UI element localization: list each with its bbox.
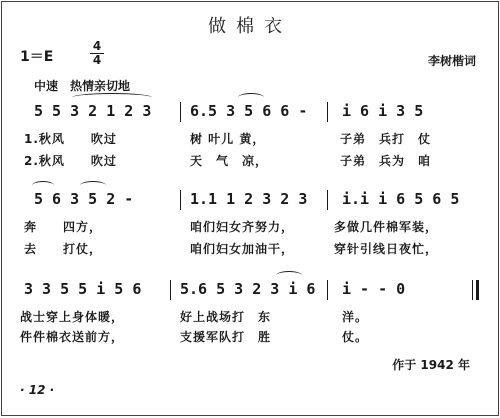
bar-line	[327, 190, 328, 210]
lyric-line2-verse1-a: 奔 四方，	[24, 220, 103, 234]
lyric-line2-verse2-a: 去 打仗，	[24, 242, 103, 256]
score-page	[1, 1, 499, 416]
lyric-line3-verse1-c: 洋。	[342, 310, 369, 324]
meter-bottom: 4	[90, 53, 104, 67]
notes-line2-bar2: 1.1 1 2 3 2 3	[190, 190, 308, 208]
notes-line3-bar3: i - - 0	[342, 280, 406, 298]
lyric-line3-verse2-c: 仗。	[342, 330, 369, 344]
lyric-line2-verse1-b: 咱们妇女齐努力，	[190, 220, 295, 234]
song-title: 做棉衣	[208, 16, 292, 37]
bar-line	[170, 280, 171, 300]
notes-line2-bar3: i.i i 6 5 6 5	[342, 190, 460, 208]
lyric-line1-verse1-a: 1.秋风 吹过	[24, 132, 117, 146]
bar-line	[180, 190, 181, 210]
lyric-line1-verse2-a: 2.秋风 吹过	[24, 154, 117, 168]
slur	[72, 93, 152, 102]
time-signature	[90, 40, 104, 67]
notes-line1-bar1: 5 5 3 2 1 2 3	[34, 102, 152, 120]
notes-line2-bar1: 5 6 3 5 2 -	[34, 190, 134, 208]
meter-top: 4	[92, 39, 102, 53]
lyric-line3-verse2-a: 件件棉衣送前方，	[20, 330, 125, 344]
bar-line	[472, 280, 473, 300]
notes-line1-bar3: i 6 i 3 5	[342, 102, 424, 120]
lyric-line1-verse1-c: 子弟 兵打 仗	[340, 132, 432, 146]
bar-line	[327, 280, 328, 300]
slur	[238, 93, 264, 102]
composition-date: 作于 1942 年	[392, 358, 470, 372]
lyric-line1-verse1-b: 树 叶儿 黄，	[190, 132, 266, 146]
lyric-line2-verse1-c: 多做几件棉军装，	[334, 220, 439, 234]
lyric-line3-verse1-a: 战士穿上身体暖，	[20, 310, 125, 324]
final-bar-line	[476, 280, 479, 300]
slur	[32, 181, 54, 190]
lyric-line3-verse1-b: 好上战场打 东	[180, 310, 272, 324]
lyric-line1-verse2-b: 天 气 凉，	[190, 154, 269, 168]
notes-line3-bar1: 3 3 5 5 i 5 6	[24, 280, 142, 298]
lyric-line1-verse2-c: 子弟 兵为 咱	[340, 154, 432, 168]
key-signature: 1＝E	[20, 49, 54, 65]
lyric-line2-verse2-c: 穿针引线日夜忙，	[334, 242, 439, 256]
notes-line1-bar2: 6.5 3 5 6 6 -	[190, 102, 308, 120]
bar-line	[327, 102, 328, 122]
lyric-line3-verse2-b: 支援军队打 胜	[180, 330, 272, 344]
bar-line	[180, 102, 181, 122]
page-number: · 12 ·	[20, 383, 55, 397]
slur	[80, 181, 106, 190]
tempo-marking: 中速 热情亲切地	[34, 79, 131, 93]
lyricist-credit: 李树楷词	[427, 54, 476, 68]
lyric-line2-verse2-b: 咱们妇女加油干，	[190, 242, 295, 256]
notes-line3-bar2: 5.6 5 3 2 3 i 6	[180, 280, 316, 298]
slur	[276, 271, 302, 280]
